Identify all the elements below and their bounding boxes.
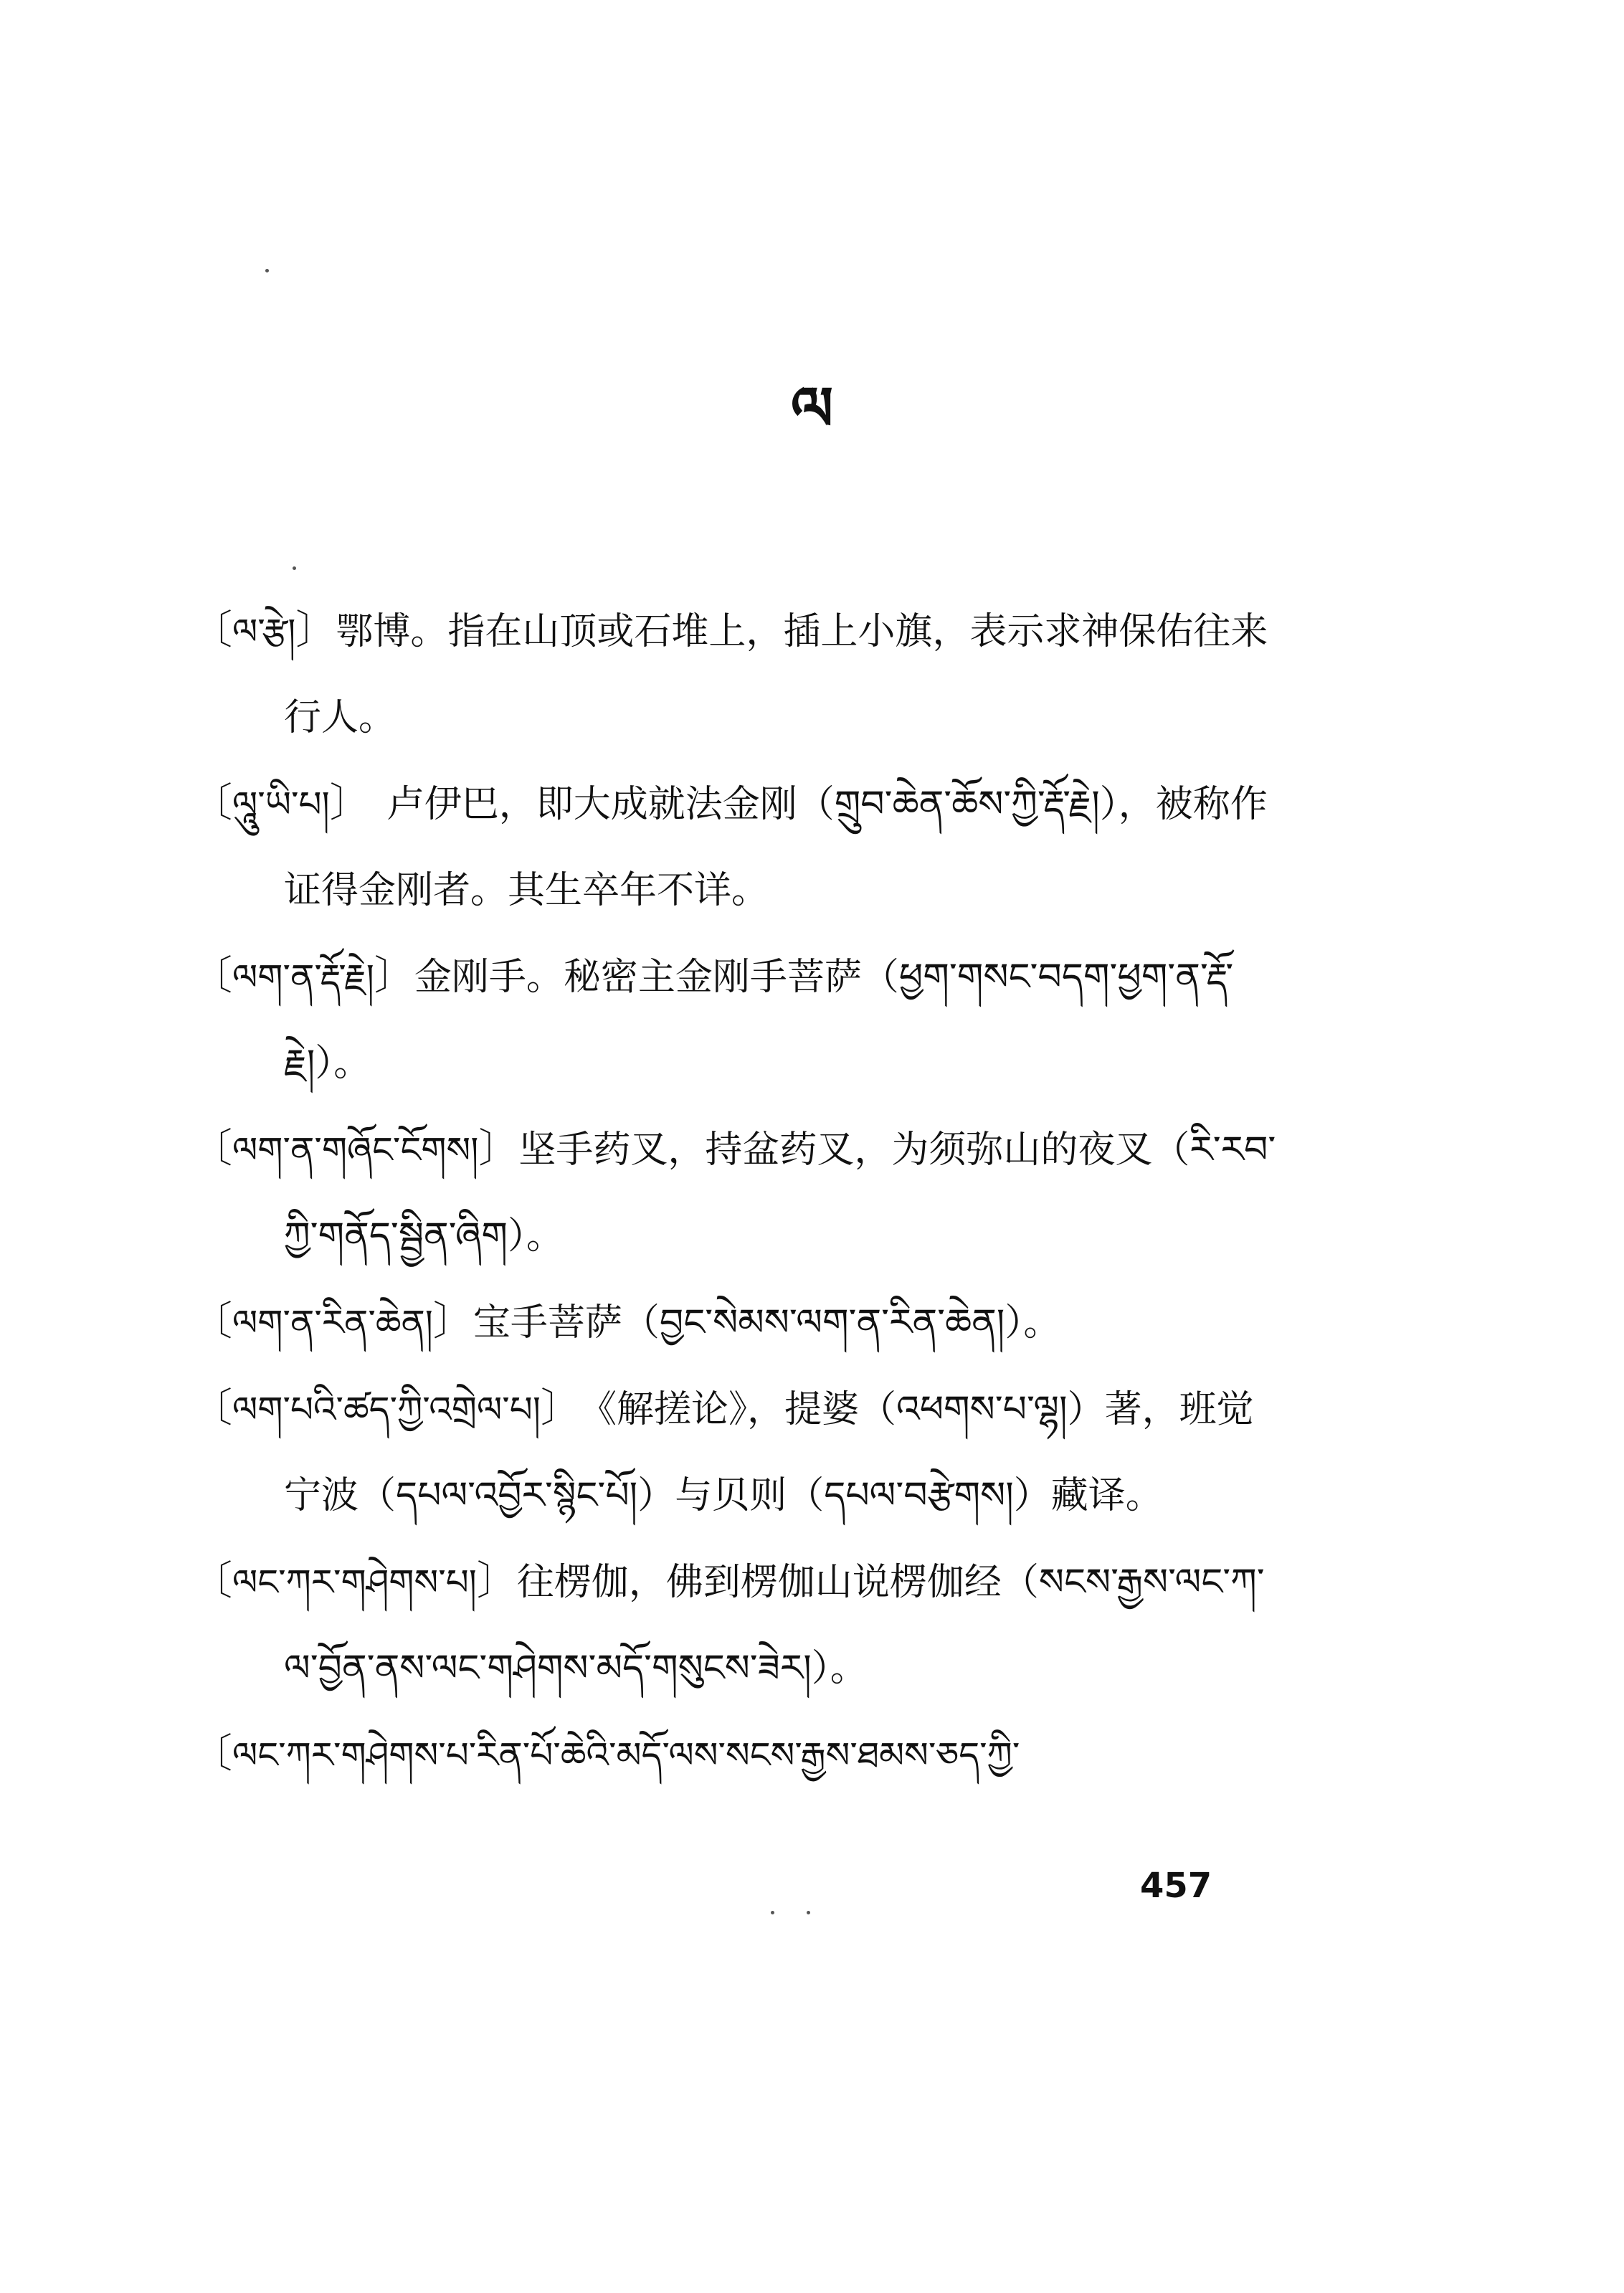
entry-term: ལང་ཀར་གཤེགས་པ། xyxy=(232,1562,477,1603)
entry-term: ལཱུ་ཡི་པ། xyxy=(232,784,330,825)
entry-term: ལ་རྩེ། xyxy=(232,611,296,652)
dictionary-entry: 〔ལ་རྩེ།〕鄂博。指在山顶或石堆上，插上小旗，表示求神保佑往来行人。 xyxy=(192,607,1268,739)
entry-term: ལག་ན་རིན་ཆེན། xyxy=(232,1302,433,1344)
dictionary-entry: 〔ལག་པའི་ཚད་ཀྱི་འགྲེལ་པ།〕 《解搓论》，提婆（འཕགས་པ་ལྷ།）著，班觉宁波（དཔལ་འབྱོར་སྙིང་པོ།）与贝则（དཔལ་བརྩེགས།）藏译。 xyxy=(192,1385,1254,1517)
dictionary-entry: 〔ལག་ན་གཞོང་ངོགས།〕坚手药叉，持盆药叉，为须弥山的夜叉（རི་རབ་ཀྱི་གནོད་སྦྱིན་ཞིག）。 xyxy=(192,1126,1276,1258)
dictionary-entry: 〔ལང་ཀར་གཤེགས་པ་རིན་པོ་ཆེའི་མདོ་ལས་སངས་རྒྱས་ཐམས་ཅད་ཀྱི་ xyxy=(192,1731,1020,1777)
scan-speck xyxy=(807,1911,810,1914)
scan-speck xyxy=(293,566,296,570)
entry-term: ལག་ན་གཞོང་ངོགས། xyxy=(232,1129,479,1171)
entry-definition: 坚手药叉，持盆药叉，为须弥山的夜叉（རི་རབ་ཀྱི་གནོད་སྦྱིན་ཞིག）。 xyxy=(284,1129,1276,1258)
dictionary-entry: 〔ལག་ན་རིན་ཆེན།〕宝手菩萨（བྱང་སེམས་ལག་ན་རིན་ཆེན།）。 xyxy=(192,1299,1061,1345)
entry-definition: 卢伊巴，即大成就法金刚（གྲུབ་ཆེན་ཆོས་ཀྱི་རྡོ་རྗེ།），被称作证得金刚者。其生卒年不详。 xyxy=(284,783,1268,912)
entry-definition: 《解搓论》，提婆（འཕགས་པ་ལྷ།）著，班觉宁波（དཔལ་འབྱོར་སྙིང་པོ།）与贝则（དཔལ་བརྩེགས།）藏译。 xyxy=(284,1388,1254,1517)
scan-speck xyxy=(265,269,269,272)
scan-speck xyxy=(771,1911,774,1914)
dictionary-entries xyxy=(192,588,1282,1798)
entry-definition: 宝手菩萨（བྱང་སེམས་ལག་ན་རིན་ཆེན།）。 xyxy=(473,1301,1061,1344)
dictionary-entry: 〔ལག་ན་རྡོ་རྗེ།〕金刚手。秘密主金刚手菩萨（ཕྱག་གསང་བདག་ཕྱག་ན་རྡོ་རྗེ།）。 xyxy=(192,953,1234,1085)
page-number: 457 xyxy=(1140,1866,1212,1906)
entry-definition: 金刚手。秘密主金刚手菩萨（ཕྱག་གསང་བདག་ཕྱག་ན་རྡོ་རྗེ།）。 xyxy=(284,956,1234,1085)
entry-definition: 往楞伽，佛到楞伽山说楞伽经（སངས་རྒྱས་ལང་ཀ་ལ་བྱོན་ནས་ལང་གཤེགས་མདོ་གསུངས་ཟེར།）。 xyxy=(284,1561,1265,1690)
section-letter: ལ xyxy=(790,374,834,444)
entry-term: ལང་ཀར་གཤེགས་པ་རིན་པོ་ཆེའི་མདོ་ལས་སངས་རྒྱས་ཐམས་ཅད་ཀྱི་ xyxy=(232,1734,1020,1776)
entry-term: ལག་ན་རྡོ་རྗེ། xyxy=(232,956,374,998)
dictionary-entry: 〔ལང་ཀར་གཤེགས་པ།〕往楞伽，佛到楞伽山说楞伽经（སངས་རྒྱས་ལང་ཀ་ལ་བྱོན་ནས་ལང་གཤེགས་མདོ་གསུངས་ཟེར།）。 xyxy=(192,1558,1265,1690)
entry-term: ལག་པའི་ཚད་ཀྱི་འགྲེལ་པ། xyxy=(232,1389,541,1430)
dictionary-entry: 〔ལཱུ་ཡི་པ།〕 卢伊巴，即大成就法金刚（གྲུབ་ཆེན་ཆོས་ཀྱི་རྡོ་རྗེ།），被称作证得金刚者。其生卒年不详。 xyxy=(192,780,1268,912)
entry-definition: 鄂博。指在山顶或石堆上，插上小旗，表示求神保佑往来行人。 xyxy=(284,610,1268,739)
